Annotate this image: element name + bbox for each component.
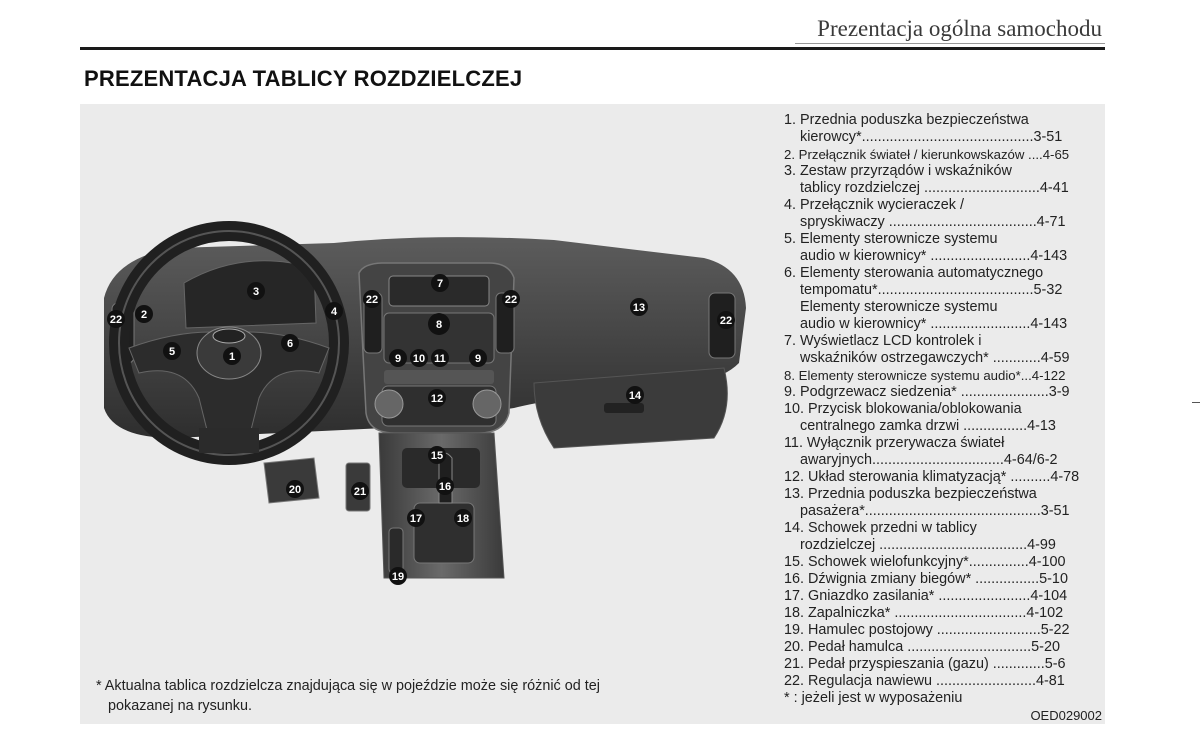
svg-text:9: 9 — [394, 353, 402, 365]
callout-9-right — [469, 349, 487, 367]
legend-item-7-cont: wskaźników ostrzegawczych* ............4-59 — [800, 350, 1070, 366]
section-title: Prezentacja ogólna samochodu — [817, 16, 1102, 41]
legend-item-5-cont: audio w kierownicy* .........................4-143 — [800, 248, 1068, 264]
callout-7 — [431, 274, 449, 292]
svg-text:4: 4 — [330, 306, 338, 318]
callout-3 — [247, 282, 265, 300]
callout-14 — [626, 386, 644, 404]
svg-text:16: 16 — [438, 481, 452, 493]
legend-item-11: 11. Wyłącznik przerywacza świateł — [784, 435, 1005, 451]
legend-item-18: 18. Zapalniczka* .................................4-102 — [784, 605, 1064, 621]
svg-text:11: 11 — [434, 353, 446, 365]
legend-item-2: 2. Przełącznik świateł / kierunkowskazów ....4-65 — [784, 147, 1070, 162]
callout-17 — [407, 509, 425, 527]
svg-text:8: 8 — [435, 319, 443, 331]
svg-text:22: 22 — [719, 315, 733, 327]
callout-15 — [428, 446, 446, 464]
callout-10 — [410, 349, 428, 367]
legend-item-11-cont: awaryjnych.................................4-64/6-2 — [800, 452, 1058, 468]
margin-tick — [1192, 402, 1200, 403]
svg-text:12: 12 — [430, 393, 444, 405]
callout-11 — [431, 349, 449, 367]
callout-22-c — [502, 290, 520, 308]
svg-text:18: 18 — [456, 513, 470, 525]
legend-item-12: 12. Układ sterowania klimatyzacją* ..........4-78 — [784, 469, 1080, 485]
climate-knob-left — [375, 390, 403, 418]
callout-12 — [428, 389, 446, 407]
svg-text:22: 22 — [504, 294, 518, 306]
svg-text:15: 15 — [430, 450, 444, 462]
legend-item-5: 5. Elementy sterownicze systemu — [784, 231, 998, 247]
callout-19 — [389, 567, 407, 585]
legend-item-22: 22. Regulacja nawiewu .........................4-81 — [784, 673, 1065, 689]
legend-item-1: 1. Przednia poduszka bezpieczeństwa — [784, 112, 1029, 128]
figure-id: OED029002 — [1030, 708, 1102, 723]
steering-column — [199, 428, 259, 453]
svg-text:6: 6 — [286, 338, 294, 350]
svg-text:19: 19 — [391, 571, 405, 583]
climate-knob-right — [473, 390, 501, 418]
callout-4 — [325, 302, 343, 320]
callout-5 — [163, 342, 181, 360]
svg-text:7: 7 — [436, 278, 444, 290]
legend-item-6-cont2: Elementy sterownicze systemu — [800, 299, 998, 315]
legend-item-6: 6. Elementy sterowania automatycznego — [784, 265, 1044, 281]
legend-item-13-cont: pasażera*............................................3-51 — [800, 503, 1070, 519]
footnote-line-2: pokazanej na rysunku. — [108, 697, 252, 714]
legend-item-14: 14. Schowek przedni w tablicy — [784, 520, 977, 536]
legend-item-7: 7. Wyświetlacz LCD kontrolek i — [784, 333, 982, 349]
callout-16 — [436, 477, 454, 495]
svg-text:14: 14 — [628, 390, 642, 402]
callout-21 — [351, 482, 369, 500]
legend-item-4: 4. Przełącznik wycieraczek / — [784, 197, 964, 213]
callout-22-b — [363, 290, 381, 308]
legend-item-8: 8. Elementy sterownicze systemu audio*...4-122 — [784, 368, 1066, 383]
callout-6 — [281, 334, 299, 352]
svg-text:5: 5 — [168, 346, 176, 358]
legend-item-6-cont: tempomatu*.......................................5-32 — [800, 282, 1063, 298]
callout-1 — [223, 347, 241, 365]
legend-item-17: 17. Gniazdko zasilania* .......................4-104 — [784, 588, 1068, 604]
legend-item-10-cont: centralnego zamka drzwi ................4-13 — [800, 418, 1056, 434]
parking-brake — [389, 528, 403, 573]
legend-item-13: 13. Przednia poduszka bezpieczeństwa — [784, 486, 1037, 502]
callout-20 — [286, 480, 304, 498]
callout-9-left — [389, 349, 407, 367]
legend-item-1-cont: kierowcy*...........................................3-51 — [800, 129, 1063, 145]
svg-text:17: 17 — [409, 513, 423, 525]
button-row — [384, 370, 494, 384]
svg-text:2: 2 — [140, 309, 148, 321]
legend-item-15: 15. Schowek wielofunkcyjny*...............4-100 — [784, 554, 1066, 570]
svg-text:9: 9 — [474, 353, 482, 365]
legend-item-10: 10. Przycisk blokowania/oblokowania — [784, 401, 1022, 417]
svg-text:22: 22 — [109, 314, 123, 326]
callout-22-d — [717, 311, 735, 329]
legend-item-4-cont: spryskiwaczy .....................................4-71 — [800, 214, 1066, 230]
callout-13 — [630, 298, 648, 316]
legend-note: * : jeżeli jest w wyposażeniu — [784, 690, 963, 706]
legend-item-6-cont3: audio w kierownicy* .........................4-143 — [800, 316, 1068, 332]
svg-text:22: 22 — [365, 294, 379, 306]
page-title: PREZENTACJA TABLICY ROZDZIELCZEJ — [84, 66, 523, 91]
callout-18 — [454, 509, 472, 527]
legend-item-14-cont: rozdzielczej .....................................4-99 — [800, 537, 1056, 553]
legend-item-19: 19. Hamulec postojowy ..........................5-22 — [784, 622, 1070, 638]
header-thin-rule — [795, 43, 1105, 44]
svg-text:3: 3 — [252, 286, 260, 298]
legend-item-20: 20. Pedał hamulca ...............................5-20 — [784, 639, 1060, 655]
callout-8 — [428, 313, 450, 335]
header-rule — [80, 47, 1105, 50]
legend-item-3: 3. Zestaw przyrządów i wskaźników — [784, 163, 1012, 179]
wheel-logo — [213, 329, 245, 343]
legend-item-21: 21. Pedał przyspieszania (gazu) .............5-6 — [784, 656, 1066, 672]
legend-list — [784, 112, 1104, 707]
svg-text:20: 20 — [288, 484, 302, 496]
svg-text:10: 10 — [412, 353, 426, 365]
svg-text:1: 1 — [228, 351, 236, 363]
svg-text:21: 21 — [353, 486, 367, 498]
dashboard-illustration — [84, 108, 774, 668]
glovebox-handle — [604, 403, 644, 413]
legend-item-3-cont: tablicy rozdzielczej .............................4-41 — [800, 180, 1069, 196]
footnote-line-1: * Aktualna tablica rozdzielcza znajdująca się w pojeździe może się różnić od tej — [96, 678, 600, 694]
svg-text:13: 13 — [632, 302, 646, 314]
legend-item-16: 16. Dźwignia zmiany biegów* ................5-10 — [784, 571, 1068, 587]
footnote — [96, 677, 696, 716]
legend-item-9: 9. Podgrzewacz siedzenia* ......................3-9 — [784, 384, 1070, 400]
callout-22-a — [107, 310, 125, 328]
callout-2 — [135, 305, 153, 323]
